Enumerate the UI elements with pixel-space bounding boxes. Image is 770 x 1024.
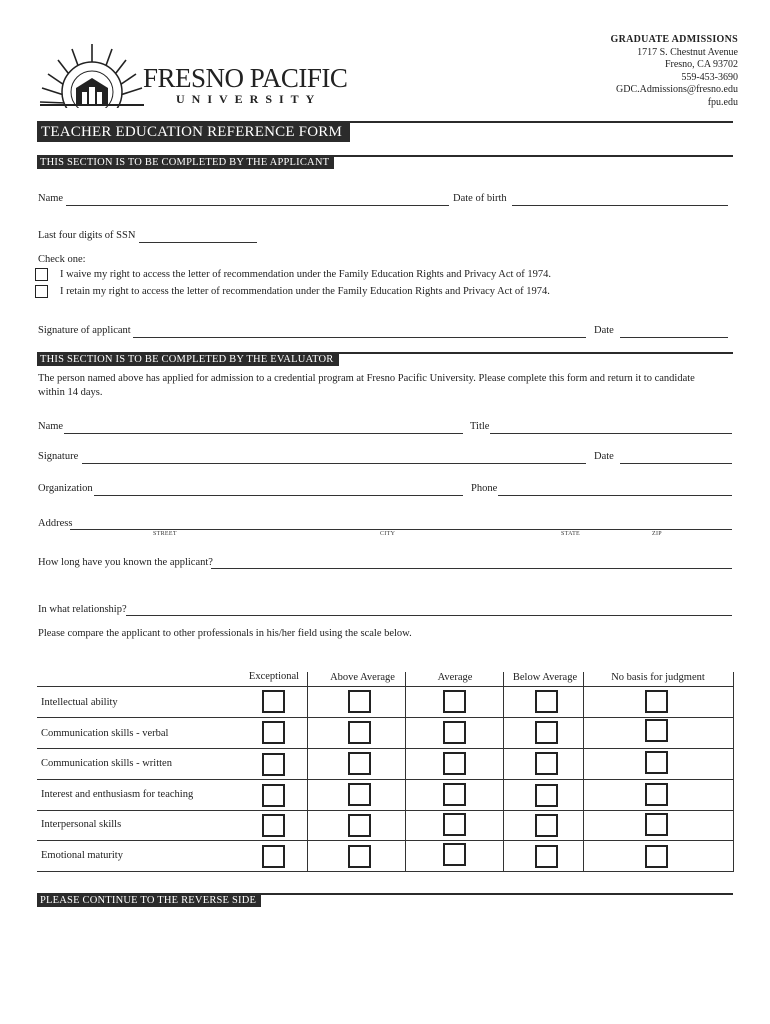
ssn-label: Last four digits of SSN <box>38 230 136 241</box>
rating-box-exceptional[interactable] <box>262 784 285 807</box>
col-exceptional: Exceptional <box>248 671 300 682</box>
rating-box-average[interactable] <box>443 783 466 806</box>
dob-label: Date of birth <box>453 193 507 204</box>
check-one-label: Check one: <box>38 254 86 265</box>
rating-box-no-basis[interactable] <box>645 845 668 868</box>
evaluator-signature-label: Signature <box>38 451 79 462</box>
rating-box-exceptional[interactable] <box>262 814 285 837</box>
evaluator-name-label: Name <box>38 421 64 432</box>
known-label: How long have you known the applicant? <box>38 557 213 568</box>
rating-box-no-basis[interactable] <box>645 813 668 836</box>
evaluator-intro-line1: The person named above has applied for admission to a credential program at Fresno Pacific University. Please complete this form and return it to candidate <box>38 373 695 384</box>
row-label-intellectual: Intellectual ability <box>41 697 118 708</box>
evaluator-date-field[interactable] <box>620 463 732 464</box>
applicant-signature-label: Signature of applicant <box>38 325 131 336</box>
evaluator-title-label: Title <box>470 421 490 432</box>
dob-field[interactable] <box>512 205 728 206</box>
evaluator-signature-field[interactable] <box>82 463 586 464</box>
row-rule <box>37 717 733 718</box>
contact-phone: 559-453-3690 <box>681 71 738 83</box>
address-label: Address <box>38 518 73 529</box>
ssn-field[interactable] <box>139 242 257 243</box>
row-label-written: Communication skills - written <box>41 758 172 769</box>
rating-box-exceptional[interactable] <box>262 690 285 713</box>
rating-box-no-basis[interactable] <box>645 751 668 774</box>
relationship-field[interactable] <box>126 615 732 616</box>
grid-divider-1 <box>307 672 308 872</box>
rating-box-average[interactable] <box>443 690 466 713</box>
applicant-signature-field[interactable] <box>133 337 586 338</box>
rating-box-above-average[interactable] <box>348 845 371 868</box>
grid-divider-4 <box>583 672 584 872</box>
grid-divider-5 <box>733 672 734 872</box>
row-label-verbal: Communication skills - verbal <box>41 728 169 739</box>
waive-text: I waive my right to access the letter of recommendation under the Family Education Rights and Privacy Act of 1974. <box>60 269 552 280</box>
address-field[interactable] <box>70 529 732 530</box>
footer-notice: PLEASE CONTINUE TO THE REVERSE SIDE <box>37 894 261 907</box>
row-rule <box>37 840 733 841</box>
city-caption: CITY <box>380 531 396 537</box>
applicant-name-label: Name <box>38 193 64 204</box>
rating-box-above-average[interactable] <box>348 690 371 713</box>
row-rule <box>37 748 733 749</box>
rating-box-exceptional[interactable] <box>262 721 285 744</box>
row-rule <box>37 779 733 780</box>
rating-box-below-average[interactable] <box>535 845 558 868</box>
contact-org: GRADUATE ADMISSIONS <box>610 34 738 45</box>
grid-top-rule <box>37 686 733 687</box>
organization-field[interactable] <box>94 495 463 496</box>
rating-box-exceptional[interactable] <box>262 845 285 868</box>
retain-checkbox[interactable] <box>35 285 48 298</box>
rating-box-below-average[interactable] <box>535 814 558 837</box>
rating-box-average[interactable] <box>443 843 466 866</box>
evaluator-date-label: Date <box>594 451 614 462</box>
phone-field[interactable] <box>498 495 732 496</box>
rating-box-above-average[interactable] <box>348 814 371 837</box>
applicant-name-field[interactable] <box>66 205 449 206</box>
evaluator-section-header: THIS SECTION IS TO BE COMPLETED BY THE EVALUATOR <box>37 353 339 366</box>
applicant-date-label: Date <box>594 325 614 336</box>
phone-label: Phone <box>471 483 498 494</box>
contact-web: fpu.edu <box>707 96 738 108</box>
grid-divider-3 <box>503 672 504 872</box>
contact-email: GDC.Admissions@fresno.edu <box>616 84 738 95</box>
row-label-interpersonal: Interpersonal skills <box>41 819 122 830</box>
col-no-basis: No basis for judgment <box>611 672 705 683</box>
col-below-average: Below Average <box>512 672 578 683</box>
retain-text: I retain my right to access the letter of recommendation under the Family Education Rights and Privacy Act of 1974. <box>60 286 550 297</box>
rating-box-above-average[interactable] <box>348 752 371 775</box>
row-label-enthusiasm: Interest and enthusiasm for teaching <box>41 789 194 800</box>
applicant-section-header: THIS SECTION IS TO BE COMPLETED BY THE APPLICANT <box>37 156 334 169</box>
evaluator-intro-line2: within 14 days. <box>38 387 103 398</box>
row-rule <box>37 871 733 872</box>
rating-box-below-average[interactable] <box>535 721 558 744</box>
rating-box-no-basis[interactable] <box>645 690 668 713</box>
logo-subtitle: UNIVERSITY <box>176 92 322 106</box>
contact-block <box>611 34 738 109</box>
rating-box-average[interactable] <box>443 752 466 775</box>
organization-label: Organization <box>38 483 93 494</box>
logo-name: FRESNO PACIFIC <box>143 63 348 93</box>
rating-box-above-average[interactable] <box>348 783 371 806</box>
rating-box-no-basis[interactable] <box>645 783 668 806</box>
university-seal-logo <box>36 40 148 108</box>
row-label-maturity: Emotional maturity <box>41 850 123 861</box>
relationship-label: In what relationship? <box>38 604 127 615</box>
row-rule <box>37 810 733 811</box>
contact-city: Fresno, CA 93702 <box>664 59 738 70</box>
compare-text: Please compare the applicant to other professionals in his/her field using the scale below. <box>38 628 412 639</box>
state-caption: STATE <box>561 531 581 537</box>
col-average: Average <box>437 672 473 683</box>
rating-box-average[interactable] <box>443 721 466 744</box>
contact-address: 1717 S. Chestnut Avenue <box>637 46 738 58</box>
col-above-average: Above Average <box>330 672 395 683</box>
rating-box-exceptional[interactable] <box>262 753 285 776</box>
known-field[interactable] <box>211 568 732 569</box>
rating-box-no-basis[interactable] <box>645 719 668 742</box>
rating-box-below-average[interactable] <box>535 690 558 713</box>
rating-box-average[interactable] <box>443 813 466 836</box>
grid-divider-2 <box>405 672 406 872</box>
rating-box-below-average[interactable] <box>535 752 558 775</box>
zip-caption: ZIP <box>652 531 662 537</box>
rating-box-above-average[interactable] <box>348 721 371 744</box>
applicant-date-field[interactable] <box>620 337 728 338</box>
street-caption: STREET <box>153 531 177 537</box>
form-title: TEACHER EDUCATION REFERENCE FORM <box>37 122 350 142</box>
evaluator-name-field[interactable] <box>64 433 463 434</box>
evaluator-title-field[interactable] <box>490 433 732 434</box>
rating-box-below-average[interactable] <box>535 784 558 807</box>
waive-checkbox[interactable] <box>35 268 48 281</box>
